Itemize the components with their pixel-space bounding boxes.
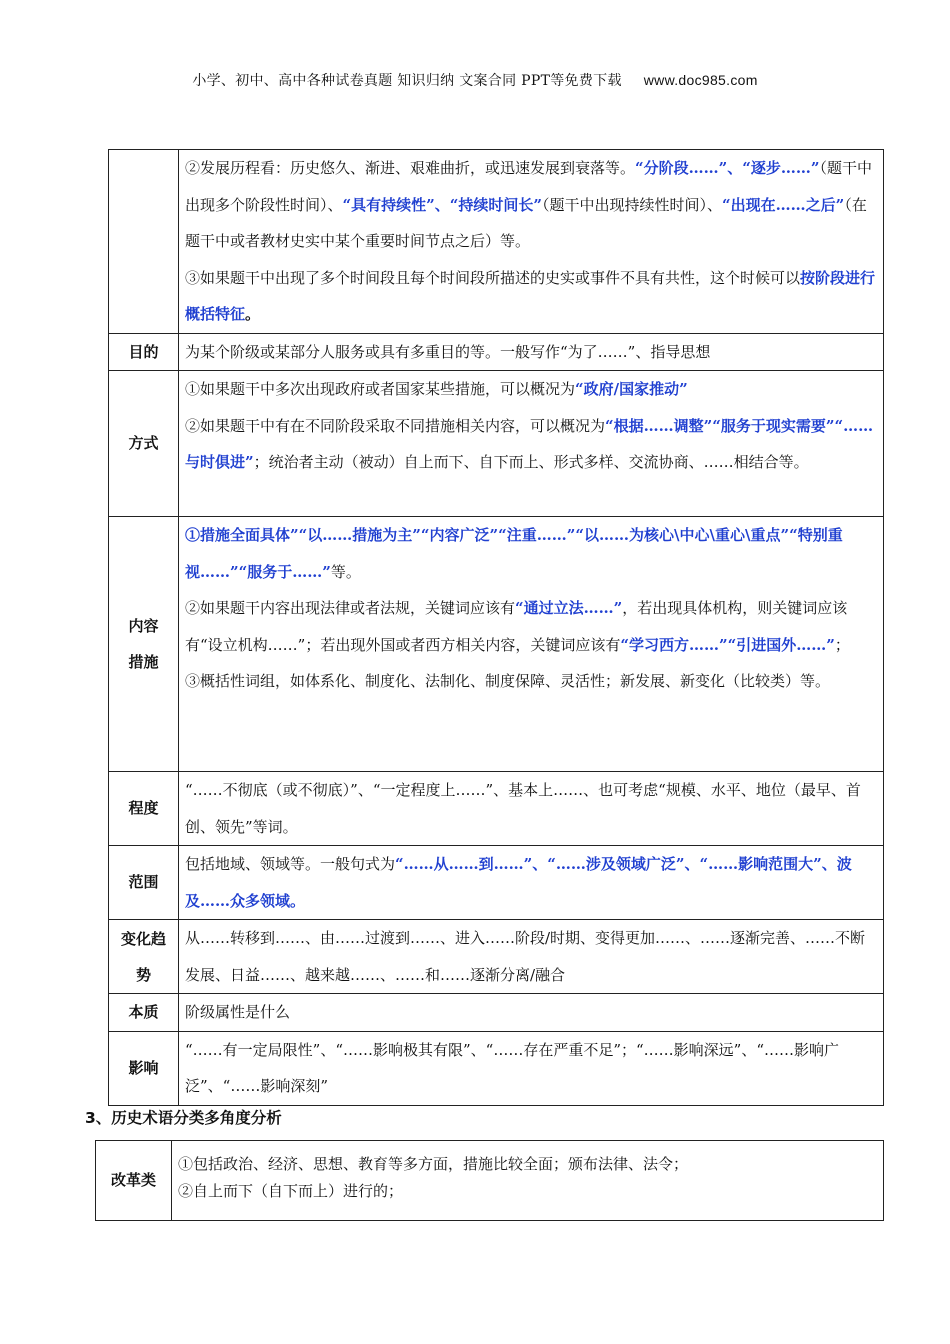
row-content: “……不彻底（或不彻底）”、“一定程度上……”、基本上……、也可考虑“规模、水平、地位（最早、首创、领先”等词。 bbox=[179, 772, 884, 846]
table-row bbox=[109, 994, 884, 1032]
row-label-degree: 程度 bbox=[109, 772, 179, 846]
table-row bbox=[109, 371, 884, 517]
row-label-scope: 范围 bbox=[109, 846, 179, 920]
table-row bbox=[109, 150, 884, 334]
row-label-reform: 改革类 bbox=[96, 1141, 172, 1221]
header-url[interactable]: www.doc985.com bbox=[643, 72, 758, 88]
row-label-essence: 本质 bbox=[109, 994, 179, 1032]
row-content: ①包括政治、经济、思想、教育等多方面，措施比较全面；颁布法律、法令； ②自上而下（自下而上）进行的； bbox=[172, 1141, 884, 1221]
row-label bbox=[109, 150, 179, 334]
table-row bbox=[109, 1031, 884, 1105]
reform-table bbox=[95, 1140, 884, 1221]
table-row bbox=[96, 1141, 884, 1221]
row-content: ①措施全面具体”“以……措施为主”“内容广泛”“注重……”“以……为核心\中心\重心\重点”“特别重视……”“服务于……”等。 ②如果题干内容出现法律或者法规，关键词应该有“通过立法……”，若出现具体机构，则关键词应该有“设立机构……”；若出现外国或者西方相关内容，关键词应该有“学习西方……”“引进国外……”； ③概括性词组，如体系化、制度化、法制化、制度保障、灵活性；新发展、新变化（比较类）等。 bbox=[179, 517, 884, 772]
table-row bbox=[109, 920, 884, 994]
row-content: “……有一定局限性”、“……影响极其有限”、“……存在严重不足”；“……影响深远”、“……影响广泛”、“……影响深刻” bbox=[179, 1031, 884, 1105]
row-content: ①如果题干中多次出现政府或者国家某些措施，可以概况为“政府/国家推动” ②如果题干中有在不同阶段采取不同措施相关内容，可以概况为“根据……调整”“服务于现实需要”“……与时俱进”；统治者主动（被动）自上而下、自下而上、形式多样、交流协商、……相结合等。 bbox=[179, 371, 884, 517]
row-label-method: 方式 bbox=[109, 371, 179, 517]
section-heading: 3、历史术语分类多角度分析 bbox=[85, 1109, 282, 1127]
row-content: 为某个阶级或某部分人服务或具有多重目的等。一般写作“为了……”、指导思想 bbox=[179, 333, 884, 371]
row-content: 包括地域、领域等。一般句式为“……从……到……”、“……涉及领域广泛”、“……影响范围大”、波及……众多领域。 bbox=[179, 846, 884, 920]
row-label-content: 内容措施 bbox=[109, 517, 179, 772]
table-row bbox=[109, 333, 884, 371]
row-content: 从……转移到……、由……过渡到……、进入……阶段/时期、变得更加……、……逐渐完善、……不断发展、日益……、越来越……、……和……逐渐分离/融合 bbox=[179, 920, 884, 994]
row-label-impact: 影响 bbox=[109, 1031, 179, 1105]
row-content: ②发展历程看：历史悠久、渐进、艰难曲折，或迅速发展到衰落等。“分阶段……”、“逐步……”（题干中出现多个阶段性时间）、“具有持续性”、“持续时间长”（题干中出现持续性时间）、“出现在……之后”（在题干中或者教材史实中某个重要时间节点之后）等。 ③如果题干中出现了多个时间段且每个时间段所描述的史实或事件不具有共性，这个时候可以按阶段进行概括特征。 bbox=[179, 150, 884, 334]
row-label-trend: 变化趋势 bbox=[109, 920, 179, 994]
terms-table bbox=[108, 149, 884, 1106]
table-row bbox=[109, 772, 884, 846]
row-content: 阶级属性是什么 bbox=[179, 994, 884, 1032]
header-text: 小学、初中、高中各种试卷真题 知识归纳 文案合同 PPT等免费下载 bbox=[192, 73, 622, 89]
table-row bbox=[109, 846, 884, 920]
page-header bbox=[0, 70, 950, 90]
row-label-purpose: 目的 bbox=[109, 333, 179, 371]
table-row bbox=[109, 517, 884, 772]
